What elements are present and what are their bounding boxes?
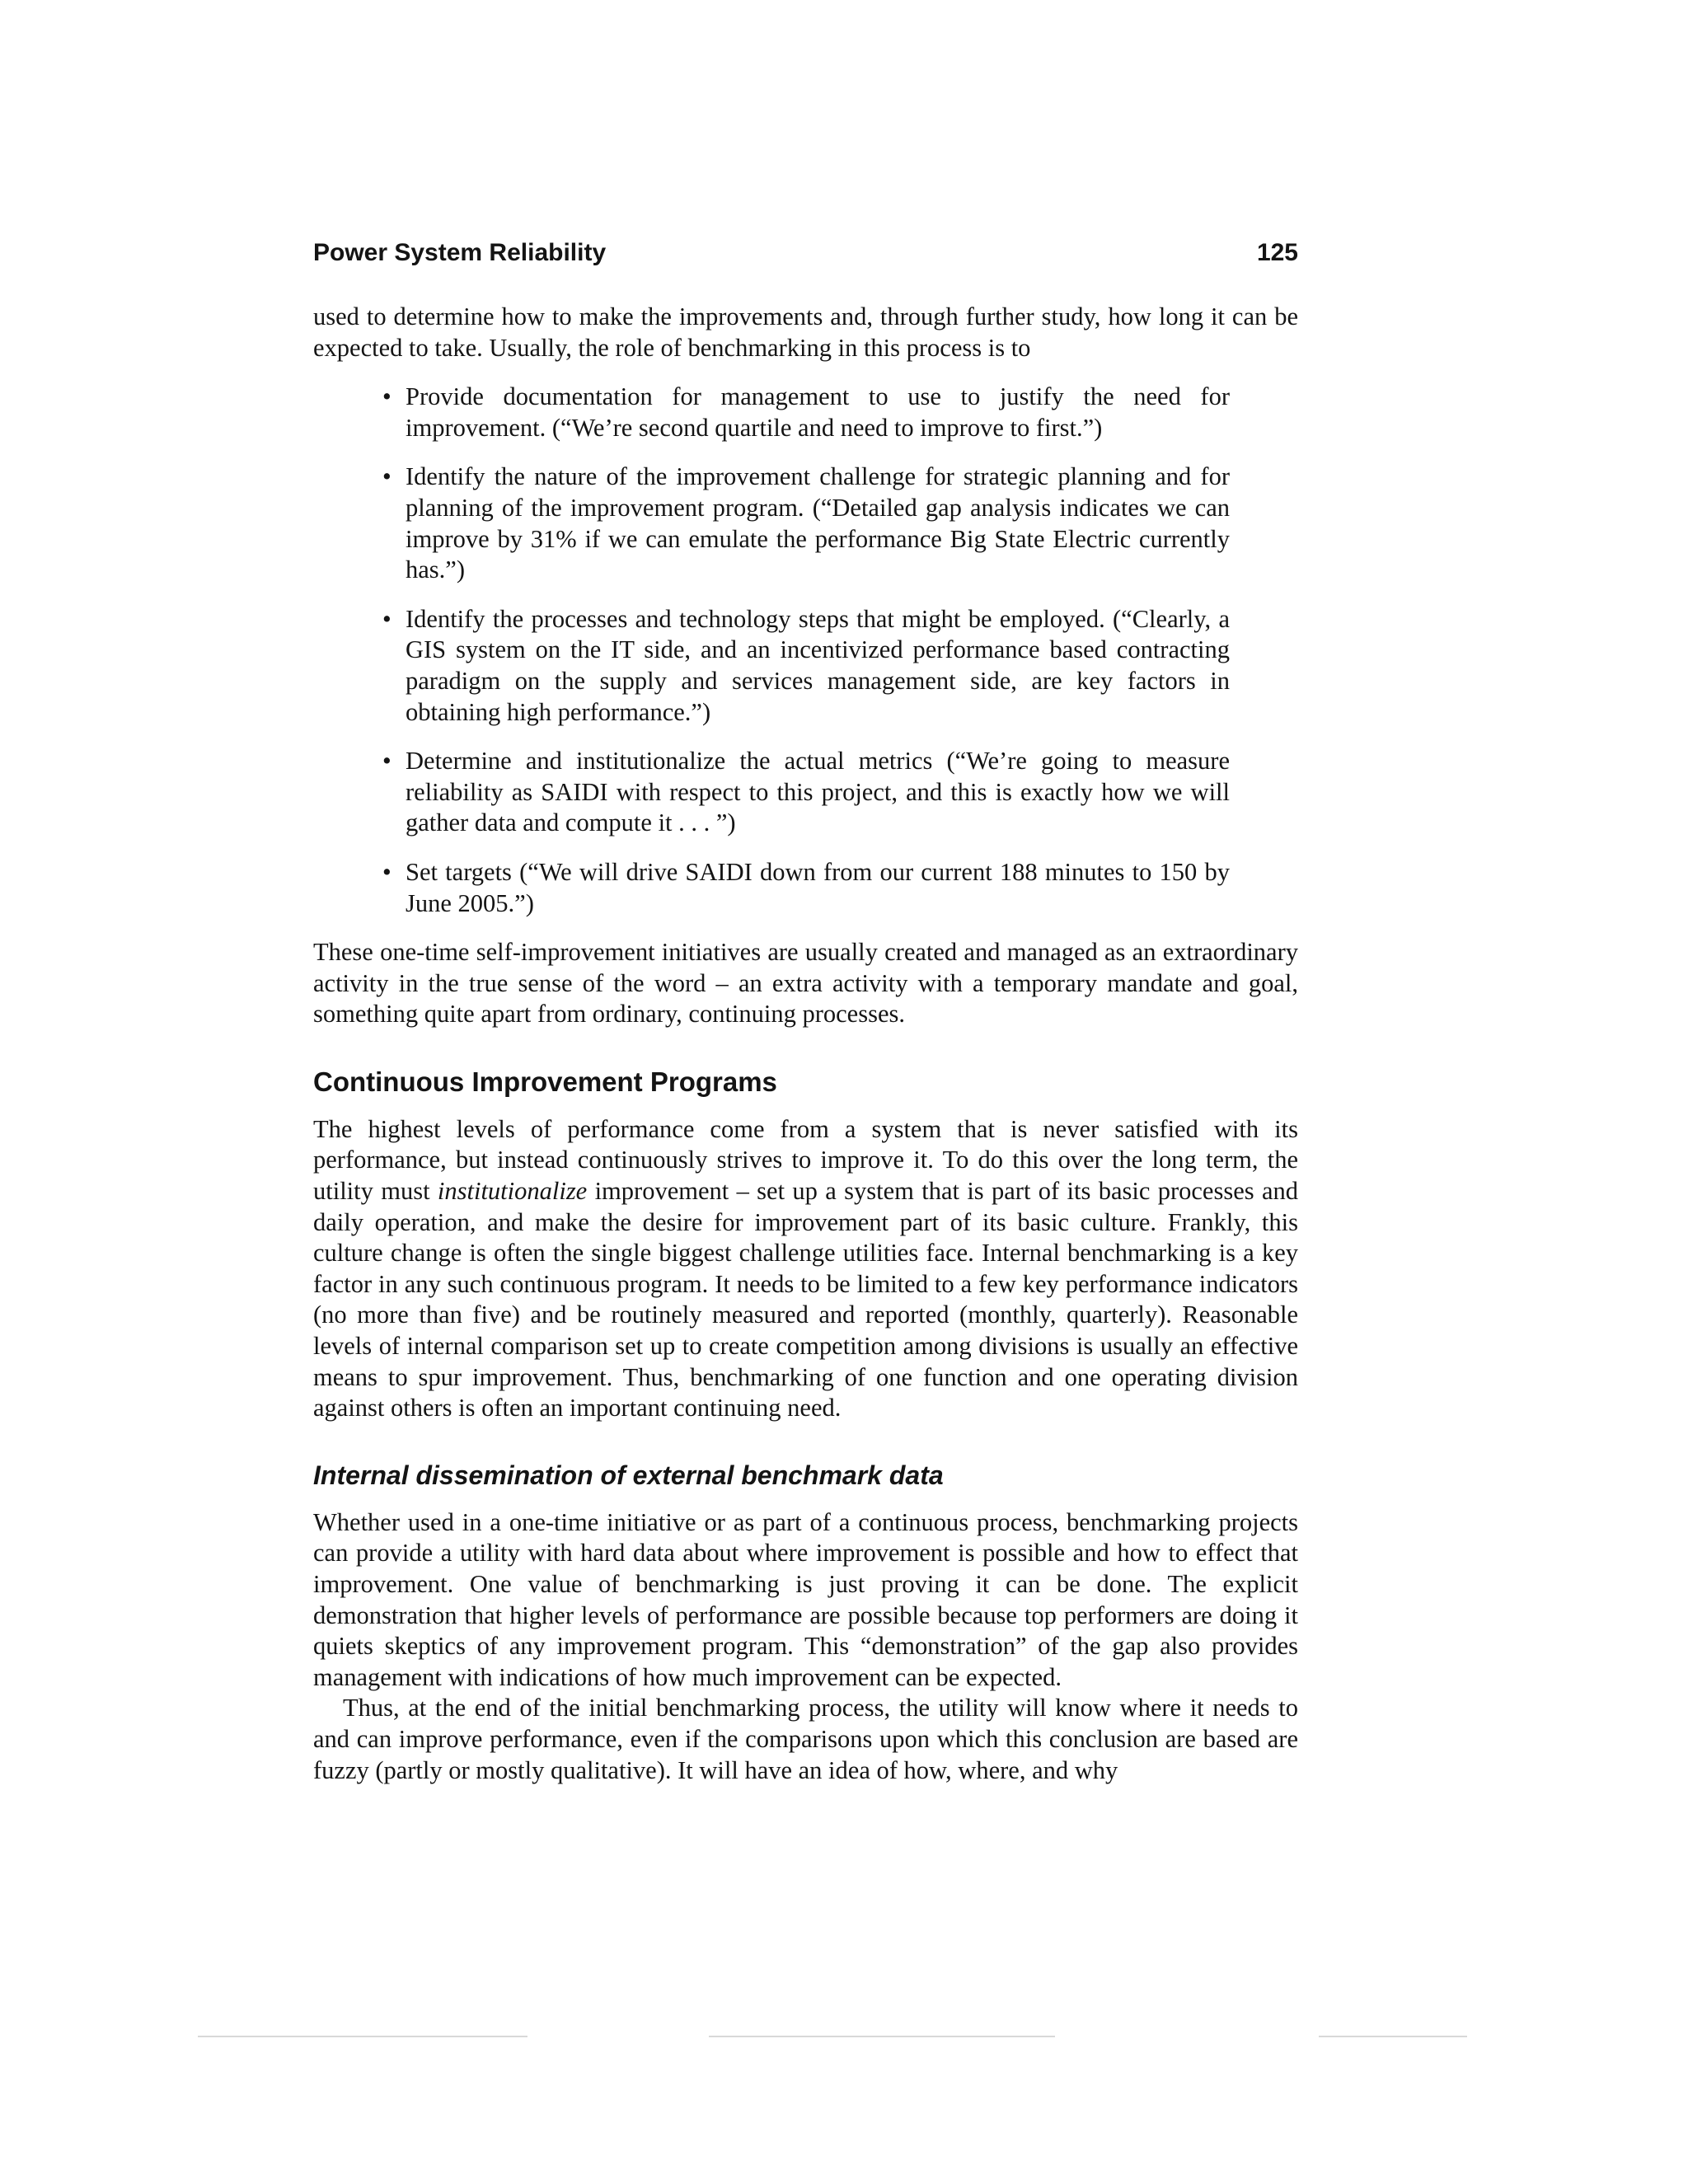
book-page <box>313 239 1298 1786</box>
scan-artifact-line <box>709 2036 1055 2037</box>
emphasized-term: institutionalize <box>437 1177 588 1206</box>
section-heading: Continuous Improvement Programs <box>313 1066 777 1097</box>
subsection-heading: Internal dissemination of external benchmark data <box>313 1460 944 1490</box>
initiatives-paragraph: These one-time self-improvement initiatives are usually created and managed as an extraordinary activity in the true sense of the word – an extra activity with a temporary mandate and goal, something quite apart from ordinary, continuing processes. <box>313 938 1298 1029</box>
running-title: Power System Reliability <box>313 239 607 266</box>
continuous-improvement-paragraph <box>313 1114 1298 1424</box>
paragraph-text: The highest levels of performance come from a system that is never satisfied with its performance, but instead continuously strives to improve it. To do this over the long term, the utility must <box>313 1114 1298 1206</box>
list-item: • Identify the nature of the improvement challenge for strategic planning and for planning of the improvement program. (“Detailed gap analysis indicates we can improve by 31% if we can emulate the performance Big State Electric currently has.”) <box>406 462 1230 585</box>
benchmarking-role-list <box>313 382 1230 919</box>
list-item: • Set targets (“We will drive SAIDI down from our current 188 minutes to 150 by June 2005.”) <box>406 857 1230 919</box>
paragraph-text: improvement – set up a system that is part of its basic processes and daily operation, and make the desire for improvement part of its basic culture. Frankly, this culture change is often the single biggest challenge utilities face. Internal benchmarking is a key factor in any such continuous program. It needs to be limited to a few key performance indicators (no more than five) and be routinely measured and reported (monthly, quarterly). Reasonable levels of internal comparison set up to create competition among divisions is usually an effective means to spur improvement. Thus, benchmarking of one function and one operating division against others is often an important continuing need. <box>313 1177 1299 1422</box>
list-item: • Determine and institutionalize the actual metrics (“We’re going to measure reliability as SAIDI with respect to this project, and this is exactly how we will gather data and compute it . . . ”) <box>406 746 1230 839</box>
scan-artifact-line <box>1319 2036 1467 2037</box>
running-header <box>313 239 1298 267</box>
dissemination-paragraph-2: Thus, at the end of the initial benchmarking process, the utility will know where it needs to and can improve performance, even if the comparisons upon which this conclusion are based are fuzzy (partly or mostly qualitative). It will have an idea of how, where, and why <box>313 1694 1298 1784</box>
list-item: • Identify the processes and technology steps that might be employed. (“Clearly, a GIS system on the IT side, and an incentivized performance based contracting paradigm on the supply and services management side, are key factors in obtaining high performance.”) <box>406 604 1230 728</box>
dissemination-paragraph-1: Whether used in a one-time initiative or as part of a continuous process, benchmarking projects can provide a utility with hard data about where improvement is possible and how to effect that improvement. One value of benchmarking is just proving it can be done. The explicit demonstration that higher levels of performance are possible because top performers are doing it quiets skeptics of any improvement program. This “demonstration” of the gap also provides management with indications of how much improvement can be expected. <box>313 1507 1298 1691</box>
scan-artifact-line <box>198 2036 528 2037</box>
intro-paragraph: used to determine how to make the improvements and, through further study, how long it can be expected to take. Usually, the role of benchmarking in this process is to <box>313 302 1298 362</box>
list-item: • Provide documentation for management to use to justify the need for improvement. (“We’re second quartile and need to improve to first.”) <box>406 382 1230 443</box>
page-number: 125 <box>1256 239 1298 266</box>
